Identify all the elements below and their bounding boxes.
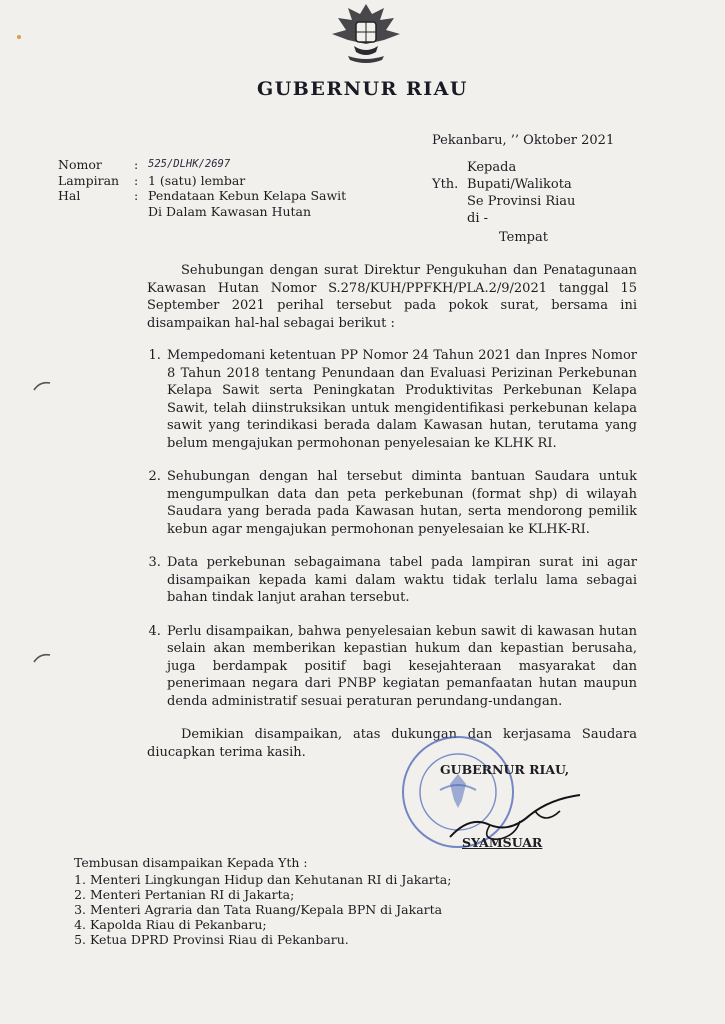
tembusan-item: 2. Menteri Pertanian RI di Jakarta; bbox=[90, 887, 460, 902]
point-item: 3. Data perkebunan sebagaimana tabel pada lampiran surat ini agar disampaikan kepada kami dalam waktu tidak terlalu lama sebagai bahan tindak lanjut arahan tersebut. bbox=[165, 554, 637, 607]
closing-paragraph: Demikian disampaikan, atas dukungan dan kerjasama Saudara diucapkan terima kasih. bbox=[147, 727, 637, 760]
point-item: 4. Perlu disampaikan, bahwa penyelesaian kebun sawit di kawasan hutan selain akan memberikan kepastian hukum dan kepastian berusaha, juga berdampak positif bagi kesejahteraan masyarakat dan penerimaan negara dari PNBP kegiatan pemanfaatan hutan maupun denda administratif sesuai peraturan perundang-undangan. bbox=[165, 623, 637, 711]
tembusan-item: 3. Menteri Agraria dan Tata Ruang/Kepala BPN di Jakarta bbox=[90, 902, 460, 917]
hal-value-1: Pendataan Kebun Kelapa Sawit bbox=[148, 188, 347, 203]
letterhead-title: GUBERNUR RIAU bbox=[257, 78, 468, 100]
separator: : bbox=[134, 172, 139, 188]
tembusan-list bbox=[74, 872, 460, 947]
addressee-line-2: Se Provinsi Riau bbox=[467, 194, 576, 209]
tembusan-item: 1. Menteri Lingkungan Hidup dan Kehutanan RI di Jakarta; bbox=[90, 872, 460, 887]
lampiran-label: Lampiran bbox=[58, 172, 120, 188]
letter-body bbox=[147, 262, 637, 761]
separator: : bbox=[134, 157, 139, 172]
date-line: Pekanbaru, ’’ Oktober 2021 bbox=[432, 133, 615, 148]
lampiran-value: 1 (satu) lembar bbox=[148, 172, 246, 188]
nomor-label: Nomor bbox=[58, 157, 102, 172]
hal-label: Hal bbox=[58, 188, 81, 203]
signature-block bbox=[400, 730, 600, 850]
tembusan-heading: Tembusan disampaikan Kepada Yth : bbox=[74, 855, 308, 870]
separator: : bbox=[134, 188, 139, 203]
nomor-value: 525/DLHK/2697 bbox=[148, 158, 231, 170]
tembusan-item: 4. Kapolda Riau di Pekanbaru; bbox=[90, 917, 460, 932]
punch-hole-mark-icon bbox=[32, 380, 52, 392]
signatory-title: GUBERNUR RIAU, bbox=[440, 762, 570, 777]
garuda-emblem-icon bbox=[326, 0, 406, 66]
hal-value-2: Di Dalam Kawasan Hutan bbox=[148, 203, 312, 219]
points-list bbox=[147, 347, 637, 710]
kepada-label: Kepada bbox=[467, 160, 517, 175]
letter-meta bbox=[58, 157, 346, 219]
signatory-name: SYAMSUAR bbox=[462, 835, 543, 850]
stain-mark-icon bbox=[16, 34, 22, 40]
point-item: 2. Sehubungan dengan hal tersebut diminta bantuan Saudara untuk mengumpulkan data dan peta perkebunan (format shp) di wilayah Saudara yang berada pada Kawasan hutan, serta mendorong pemilik kebun agar mengajukan permohonan penyelesaian ke KLHK-RI. bbox=[165, 468, 637, 538]
addressee-line-3: di - bbox=[467, 211, 489, 226]
tembusan-item: 5. Ketua DPRD Provinsi Riau di Pekanbaru. bbox=[90, 932, 460, 947]
punch-hole-mark-icon bbox=[32, 652, 52, 664]
addressee-line-1: Bupati/Walikota bbox=[467, 177, 572, 192]
point-item: 1. Mempedomani ketentuan PP Nomor 24 Tahun 2021 dan Inpres Nomor 8 Tahun 2018 tentang Penundaan dan Evaluasi Perizinan Perkebunan Kelapa Sawit serta Peningkatan Produktivitas Perkebunan Kelapa Sawit, telah diinstruksikan untuk mengidentifikasi perkebunan kelapa sawit yang terindikasi berada dalam Kawasan hutan, terutama yang belum mengajukan permohonan penyelesaian ke KLHK RI. bbox=[165, 347, 637, 452]
intro-paragraph: Sehubungan dengan surat Direktur Pengukuhan dan Penatagunaan Kawasan Hutan Nomor S.278/KUH/PPFKH/PLA.2/9/2021 tanggal 15 September 2021 perihal tersebut pada pokok surat, bersama ini disampaikan hal-hal sebagai berikut : bbox=[147, 263, 637, 331]
tempat-label: Tempat bbox=[499, 230, 548, 245]
yth-label: Yth. bbox=[432, 177, 459, 192]
tembusan-block bbox=[74, 855, 460, 947]
